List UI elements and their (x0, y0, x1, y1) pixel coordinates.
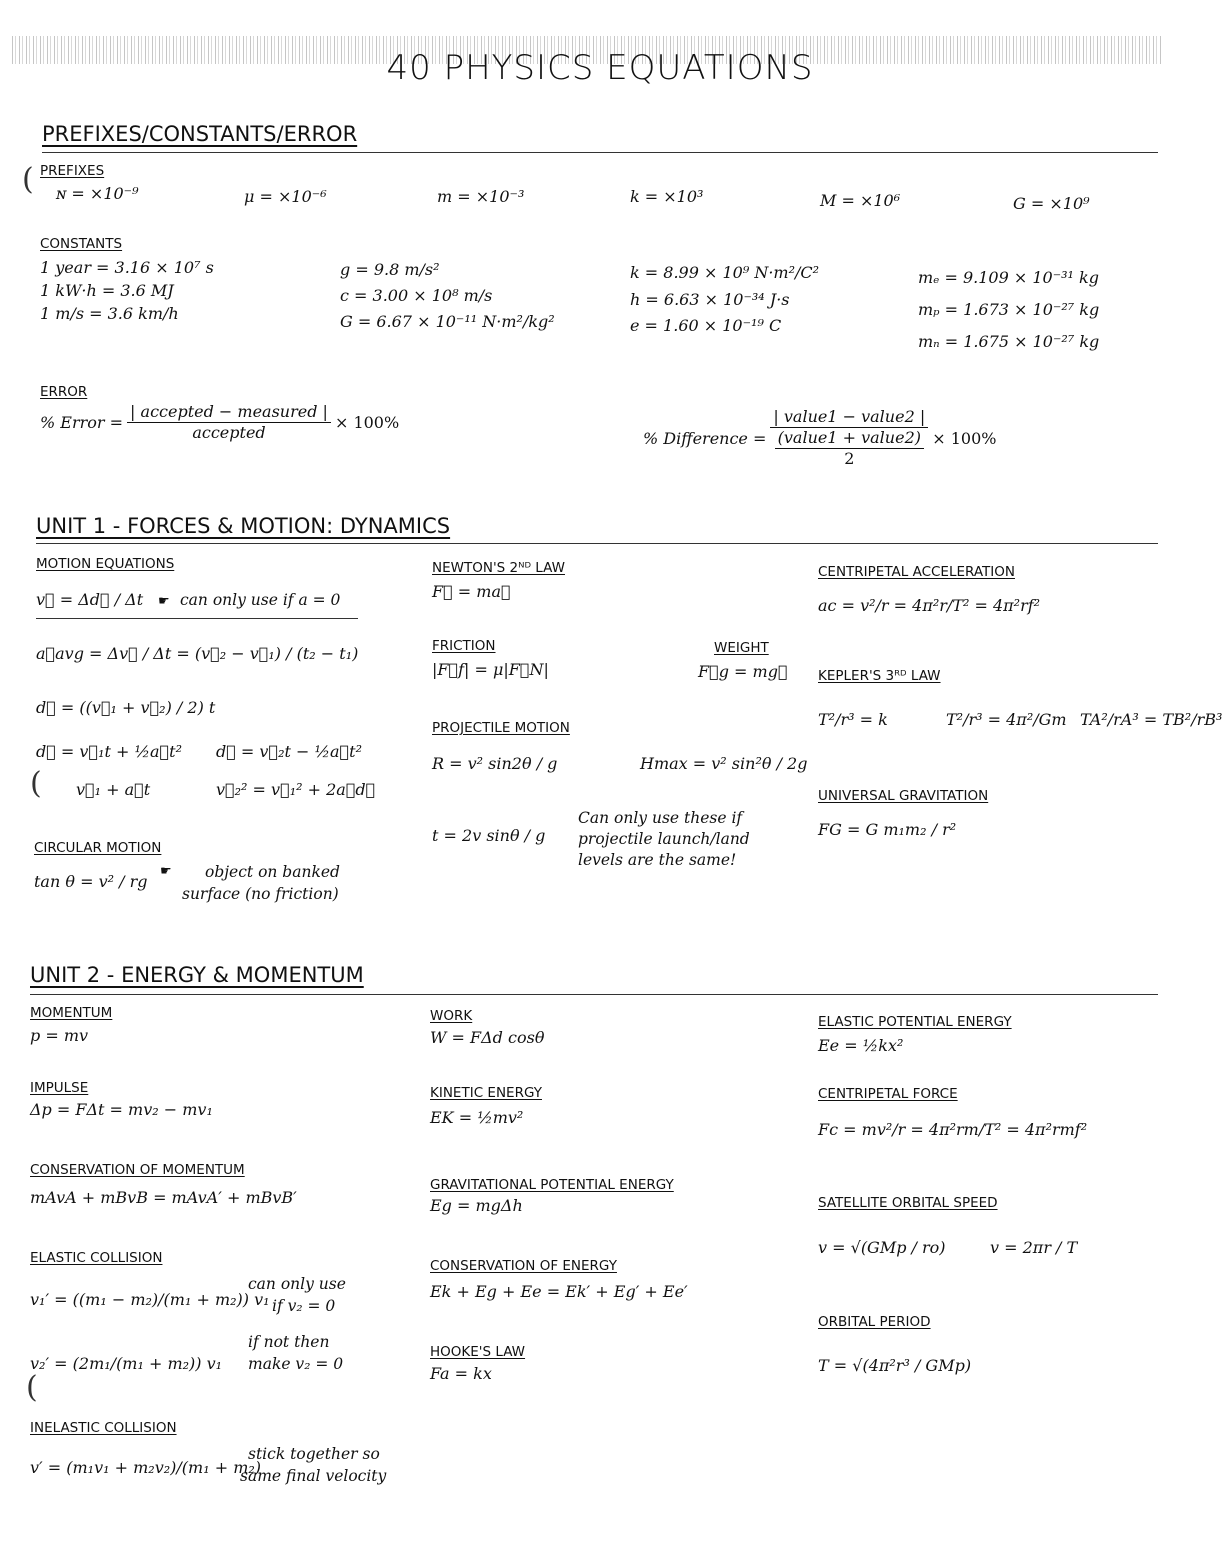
prefix-micro: μ = ×10⁻⁶ (244, 187, 327, 206)
elastic-v2-final: v₂′ = (2m₁/(m₁ + m₂)) v₁ (30, 1354, 223, 1373)
kepler-third-law-label: KEPLER'S 3ᴿᴰ LAW (818, 668, 941, 684)
friction-equation: |F⃗f| = μ|F⃗N| (432, 660, 549, 679)
centripetal-acceleration-label: CENTRIPETAL ACCELERATION (818, 564, 1015, 580)
const-c: c = 3.00 × 10⁸ m/s (340, 286, 493, 305)
pointer-arrow-icon: ☛ (160, 864, 172, 879)
projectile-motion-label: PROJECTILE MOTION (432, 720, 570, 736)
kinetic-energy: EK = ½mv² (430, 1108, 524, 1127)
hookes-law: Fa = kx (430, 1364, 492, 1383)
pct-difference-equation (643, 407, 996, 469)
prefix-giga: G = ×10⁹ (1013, 194, 1090, 213)
const-kwh: 1 kW·h = 3.6 MJ (40, 281, 174, 300)
pct-error-numerator: | accepted − measured | (127, 402, 331, 423)
inelastic-note-2: same final velocity (240, 1467, 387, 1485)
prefix-mega: M = ×10⁶ (820, 191, 901, 210)
displacement-v1: d⃗ = v⃗₁t + ½a⃗t² (36, 742, 182, 761)
projectile-time: t = 2v sinθ / g (432, 826, 546, 845)
satellite-speed-period: v = 2πr / T (990, 1238, 1078, 1257)
section-unit1: UNIT 1 - FORCES & MOTION: DYNAMICS (36, 514, 451, 538)
centripetal-acceleration: ac = v²/r = 4π²r/T² = 4π²rf² (818, 596, 1041, 615)
conservation-momentum: mAvA + mBvB = mAvA′ + mBvB′ (30, 1188, 297, 1207)
momentum-label: MOMENTUM (30, 1005, 113, 1021)
elastic-collision-label: ELASTIC COLLISION (30, 1250, 163, 1266)
section-unit2: UNIT 2 - ENERGY & MOMENTUM (30, 963, 364, 987)
constants-label: CONSTANTS (40, 236, 123, 252)
elastic-note-1b: if v₂ = 0 (272, 1297, 336, 1315)
section-rule (42, 152, 1158, 153)
const-k: k = 8.99 × 10⁹ N·m²/C² (630, 263, 820, 282)
velocity-definition: v⃗ = Δd⃗ / Δt (36, 590, 144, 609)
final-velocity: v⃗₁ + a⃗t (76, 780, 151, 799)
newton-second-law: F⃗ = ma⃗ (432, 582, 511, 601)
satellite-speed-gm: v = √(GMp / ro) (818, 1238, 946, 1257)
gravitational-potential: Eg = mgΔh (430, 1196, 523, 1215)
pct-diff-den-sum: (value1 + value2) (775, 428, 924, 449)
pct-diff-denominator (775, 428, 924, 469)
pct-diff-tail: × 100% (932, 428, 997, 448)
kepler-mass-form: T²/r³ = 4π²/Gm (946, 710, 1067, 729)
elastic-v1-final: v₁′ = ((m₁ − m₂)/(m₁ + m₂)) v₁ (30, 1290, 270, 1309)
velocity-squared: v⃗₂² = v⃗₁² + 2a⃗d⃗ (216, 780, 376, 799)
section-rule (30, 994, 1158, 995)
pct-diff-numerator: | value1 − value2 | (770, 407, 928, 428)
elastic-potential: Ee = ½kx² (818, 1036, 904, 1055)
bracket-mark: ( (26, 1370, 38, 1405)
kinetic-energy-label: KINETIC ENERGY (430, 1085, 542, 1101)
section-prefixes-constants-error: PREFIXES/CONSTANTS/ERROR (42, 122, 358, 146)
newton-second-law-label: NEWTON'S 2ᴺᴰ LAW (432, 560, 565, 576)
prefixes-label: PREFIXES (40, 163, 105, 179)
bracket-mark: ( (30, 766, 42, 801)
work-equation: W = FΔd cosθ (430, 1028, 545, 1047)
const-g: g = 9.8 m/s² (340, 260, 440, 279)
kepler-constant: T²/r³ = k (818, 710, 888, 729)
impulse-equation: Δp = FΔt = mv₂ − mv₁ (30, 1100, 213, 1119)
motion-equations-label: MOTION EQUATIONS (36, 556, 175, 572)
work-label: WORK (430, 1008, 473, 1024)
banked-note-1: object on banked (205, 863, 340, 881)
circular-motion-label: CIRCULAR MOTION (34, 840, 162, 856)
elastic-note-1a: can only use (248, 1275, 346, 1293)
prefix-nano: ɴ = ×10⁻⁹ (56, 184, 139, 203)
elastic-potential-label: ELASTIC POTENTIAL ENERGY (818, 1014, 1012, 1030)
const-mp: mₚ = 1.673 × 10⁻²⁷ kg (918, 300, 1100, 319)
const-e: e = 1.60 × 10⁻¹⁹ C (630, 316, 782, 335)
pct-error-lhs: % Error = (40, 413, 124, 432)
hookes-law-label: HOOKE'S LAW (430, 1344, 526, 1360)
universal-gravitation: FG = G m₁m₂ / r² (818, 820, 957, 839)
kepler-ratio-form: TA²/rA³ = TB²/rB³ (1080, 710, 1222, 729)
bracket-mark: ( (22, 162, 34, 197)
projectile-range: R = v² sin2θ / g (432, 754, 558, 773)
pct-error-fraction (127, 402, 331, 443)
universal-gravitation-label: UNIVERSAL GRAVITATION (818, 788, 989, 804)
elastic-note-2a: if not then (248, 1333, 330, 1351)
projectile-note: Can only use these if projectile launch/land levels are the same! (578, 809, 750, 869)
conservation-energy: Ek + Eg + Ee = Ek′ + Eg′ + Ee′ (430, 1282, 688, 1301)
const-mn: mₙ = 1.675 × 10⁻²⁷ kg (918, 332, 1100, 351)
centripetal-force: Fc = mv²/r = 4π²rm/T² = 4π²rmf² (818, 1120, 1088, 1139)
projectile-max-height: Hmax = v² sin²θ / 2g (640, 754, 808, 773)
const-me: mₑ = 9.109 × 10⁻³¹ kg (918, 268, 1099, 287)
pct-error-denominator: accepted (192, 423, 266, 442)
pct-diff-lhs: % Difference = (643, 428, 767, 448)
friction-label: FRICTION (432, 638, 496, 654)
const-ms: 1 m/s = 3.6 km/h (40, 304, 179, 323)
velocity-note: can only use if a = 0 (180, 591, 341, 609)
motion-underline (36, 618, 358, 619)
displacement-average: d⃗ = ((v⃗₁ + v⃗₂) / 2) t (36, 698, 216, 717)
section-rule (36, 543, 1158, 544)
displacement-v2: d⃗ = v⃗₂t − ½a⃗t² (216, 742, 362, 761)
pct-error-equation (40, 402, 399, 443)
average-acceleration: a⃗avg = Δv⃗ / Δt = (v⃗₂ − v⃗₁) / (t₂ − t₁) (36, 644, 359, 663)
impulse-label: IMPULSE (30, 1080, 89, 1096)
weight-label: WEIGHT (714, 640, 769, 656)
const-bigG: G = 6.67 × 10⁻¹¹ N·m²/kg² (340, 312, 555, 331)
pointer-arrow-icon: ☛ (158, 594, 170, 609)
pct-diff-den-two: 2 (844, 449, 855, 468)
const-year: 1 year = 3.16 × 10⁷ s (40, 258, 214, 277)
banked-curve-equation: tan θ = v² / rg (34, 872, 148, 891)
banked-note-2: surface (no friction) (182, 885, 339, 903)
centripetal-force-label: CENTRIPETAL FORCE (818, 1086, 958, 1102)
satellite-speed-label: SATELLITE ORBITAL SPEED (818, 1195, 998, 1211)
error-label: ERROR (40, 384, 88, 400)
conservation-energy-label: CONSERVATION OF ENERGY (430, 1258, 617, 1274)
momentum-equation: p = mv (30, 1026, 89, 1045)
prefix-kilo: k = ×10³ (630, 187, 704, 206)
pct-diff-fraction (770, 407, 928, 469)
prefix-milli: m = ×10⁻³ (437, 187, 525, 206)
elastic-note-2b: make v₂ = 0 (248, 1355, 344, 1373)
gravitational-potential-label: GRAVITATIONAL POTENTIAL ENERGY (430, 1177, 674, 1193)
pct-error-tail: × 100% (334, 413, 400, 432)
conservation-momentum-label: CONSERVATION OF MOMENTUM (30, 1162, 245, 1178)
inelastic-note-1: stick together so (248, 1445, 380, 1463)
orbital-period-label: ORBITAL PERIOD (818, 1314, 931, 1330)
weight-equation: F⃗g = mg⃗ (698, 662, 788, 681)
const-h: h = 6.63 × 10⁻³⁴ J·s (630, 290, 790, 309)
page-title: 40 PHYSICS EQUATIONS (386, 48, 814, 88)
orbital-period: T = √(4π²r³ / GMp) (818, 1356, 972, 1375)
inelastic-equation: v′ = (m₁v₁ + m₂v₂)/(m₁ + m₂) (30, 1458, 262, 1477)
inelastic-collision-label: INELASTIC COLLISION (30, 1420, 177, 1436)
